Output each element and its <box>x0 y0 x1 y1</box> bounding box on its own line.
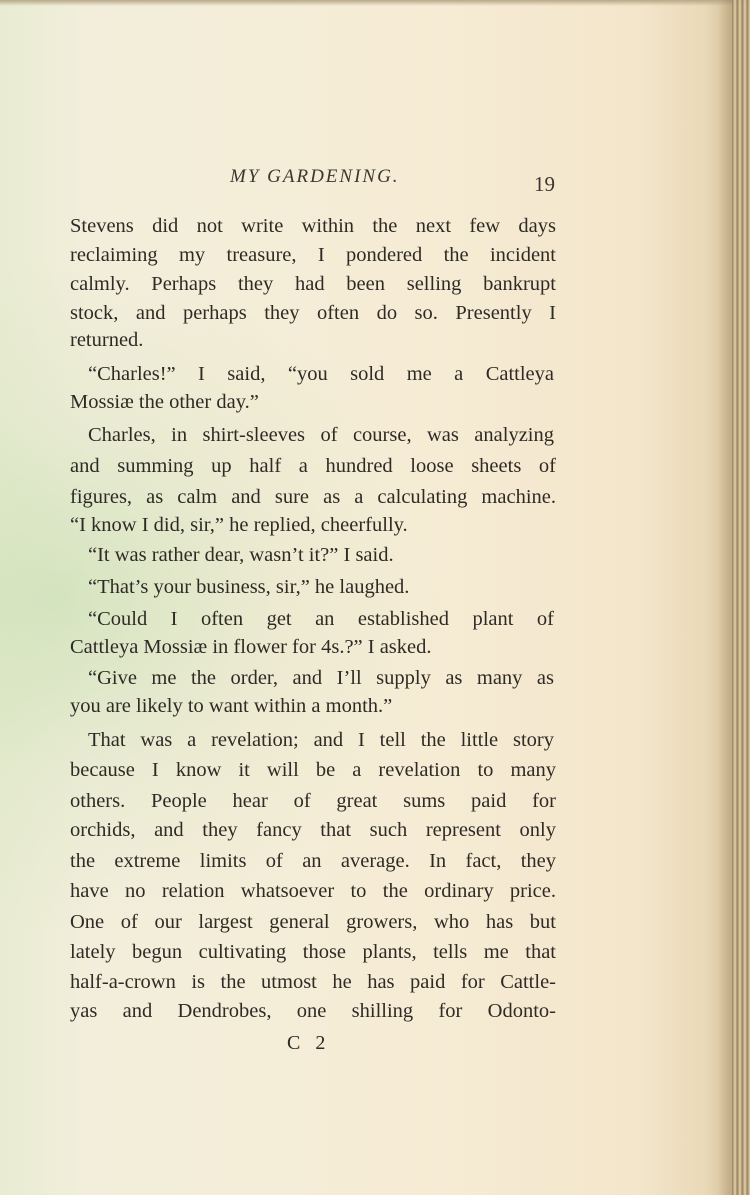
text-line: yas and Dendrobes, one shilling for Odonto- <box>70 1000 556 1022</box>
text-line: Cattleya Mossiæ in flower for 4s.?” I asked. <box>70 636 432 658</box>
page-gutter-shadow <box>718 0 732 1195</box>
text-line: and summing up half a hundred loose sheets of <box>70 455 556 477</box>
text-line: orchids, and they fancy that such represent only <box>70 819 556 841</box>
text-line: “It was rather dear, wasn’t it?” I said. <box>88 544 394 566</box>
text-line: the extreme limits of an average. In fact, they <box>70 850 556 872</box>
book-page-edges <box>732 0 750 1195</box>
text-line: “That’s your business, sir,” he laughed. <box>88 576 410 598</box>
text-line: Stevens did not write within the next few days <box>70 215 556 237</box>
page-number: 19 <box>534 172 555 196</box>
running-head: MY GARDENING. <box>230 166 400 187</box>
text-line: you are likely to want within a month.” <box>70 695 393 717</box>
text-line: have no relation whatsoever to the ordinary price. <box>70 880 556 902</box>
text-line: returned. <box>70 329 144 351</box>
text-line: calmly. Perhaps they had been selling bankrupt <box>70 273 556 295</box>
text-line: “Charles!” I said, “you sold me a Cattleya <box>88 363 554 385</box>
text-line: figures, as calm and sure as a calculating machine. <box>70 486 556 508</box>
text-line: “Give me the order, and I’ll supply as many as <box>88 667 554 689</box>
text-line: others. People hear of great sums paid for <box>70 790 556 812</box>
text-line: One of our largest general growers, who has but <box>70 911 556 933</box>
text-line: “Could I often get an established plant of <box>88 608 554 630</box>
text-line: That was a revelation; and I tell the little story <box>88 729 554 751</box>
text-line: “I know I did, sir,” he replied, cheerfully. <box>70 514 408 536</box>
text-line: reclaiming my treasure, I pondered the incident <box>70 244 556 266</box>
text-line: Mossiæ the other day.” <box>70 391 259 413</box>
text-line: stock, and perhaps they often do so. Presently I <box>70 302 556 324</box>
text-line: Charles, in shirt-sleeves of course, was analyzing <box>88 424 554 446</box>
page-top-shadow <box>0 0 750 6</box>
text-line: lately begun cultivating those plants, tells me that <box>70 941 556 963</box>
text-line: half-a-crown is the utmost he has paid for Cattle- <box>70 971 556 993</box>
text-line: because I know it will be a revelation to many <box>70 759 556 781</box>
signature-mark: C 2 <box>287 1032 331 1054</box>
